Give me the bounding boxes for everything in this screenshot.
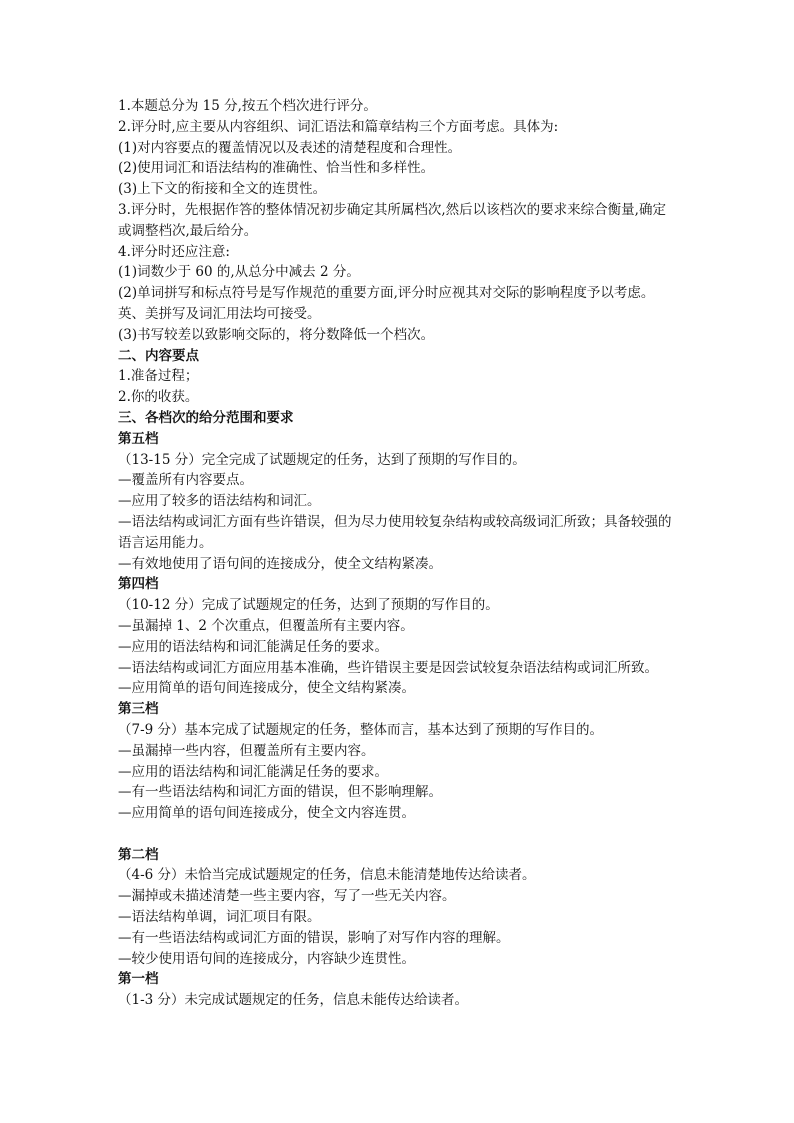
- content-point-1: 1.准备过程；: [118, 368, 199, 385]
- level-5-title: 第五档: [118, 430, 159, 447]
- intro-line-5: (3)上下文的衔接和全文的连贯性。: [118, 181, 327, 198]
- level-5-desc: （13-15 分）完全完成了试题规定的任务，达到了预期的写作目的。: [118, 451, 526, 468]
- intro-line-4: (2)使用词汇和语法结构的准确性、恰当性和多样性。: [118, 160, 435, 177]
- level-2-desc: （4-6 分）未恰当完成试题规定的任务，信息未能清楚地传达给读者。: [118, 867, 536, 884]
- level-2-item-4: —较少使用语句间的连接成分，内容缺少连贯性。: [118, 950, 415, 967]
- level-4-item-4: —应用简单的语句间连接成分，使全文结构紧凑。: [118, 680, 415, 697]
- level-2-item-1: —漏掉或未描述清楚一些主要内容，写了一些无关内容。: [118, 888, 456, 905]
- section-3-title: 三、各档次的给分范围和要求: [118, 409, 294, 426]
- level-4-item-2: —应用的语法结构和词汇能满足任务的要求。: [118, 638, 388, 655]
- level-4-title: 第四档: [118, 576, 159, 593]
- intro-line-1: 1.本题总分为 15 分,按五个档次进行评分。: [118, 98, 377, 114]
- level-3-desc: （7-9 分）基本完成了试题规定的任务，整体而言，基本达到了预期的写作目的。: [118, 721, 604, 738]
- level-3-item-4: —应用简单的语句间连接成分，使全文内容连贯。: [118, 805, 415, 822]
- level-4-item-1: —虽漏掉 1、2 个次重点，但覆盖所有主要内容。: [118, 617, 414, 634]
- level-5-item-2: —应用了较多的语法结构和词汇。: [118, 493, 321, 510]
- section-2-title: 二、内容要点: [118, 347, 199, 364]
- level-4-desc: （10-12 分）完成了试题规定的任务，达到了预期的写作目的。: [118, 597, 499, 614]
- level-3-item-2: —应用的语法结构和词汇能满足任务的要求。: [118, 763, 388, 780]
- level-3-item-3: —有一些语法结构和词汇方面的错误，但不影响理解。: [118, 784, 442, 801]
- intro-line-6: 3.评分时，先根据作答的整体情况初步确定其所属档次,然后以该档次的要求来综合衡量,确定或调整档次,最后给分。: [118, 201, 666, 239]
- intro-line-3: (1)对内容要点的覆盖情况以及表述的清楚程度和合理性。: [118, 139, 462, 156]
- level-5-item-1: —覆盖所有内容要点。: [118, 472, 253, 489]
- content-point-2: 2.你的收获。: [118, 389, 199, 406]
- level-4-item-3: —语法结构或词汇方面应用基本准确，些许错误主要是因尝试较复杂语法结构或词汇所致。: [118, 659, 658, 676]
- intro-line-10: 英、美拼写及词汇用法均可接受。: [118, 305, 321, 322]
- level-1-title: 第一档: [118, 971, 159, 988]
- level-1-desc: （1-3 分）未完成试题规定的任务，信息未能传达给读者。: [118, 992, 469, 1009]
- level-2-item-2: —语法结构单调，词汇项目有限。: [118, 909, 321, 926]
- level-5-item-3: —语法结构或词汇方面有些许错误，但为尽力使用较复杂结构或较高级词汇所致；具备较强的语言运用能力。: [118, 513, 672, 551]
- intro-line-11: (3)书写较差以致影响交际的，将分数降低一个档次。: [118, 326, 435, 343]
- level-3-title: 第三档: [118, 701, 159, 718]
- scoring-guide: [118, 96, 678, 1011]
- level-5-item-4: —有效地使用了语句间的连接成分，使全文结构紧凑。: [118, 555, 442, 572]
- level-2-item-3: —有一些语法结构或词汇方面的错误，影响了对写作内容的理解。: [118, 929, 510, 946]
- intro-line-8: (1)词数少于 60 的,从总分中减去 2 分。: [118, 264, 360, 281]
- level-2-title: 第二档: [118, 846, 159, 863]
- intro-line-9: (2)单词拼写和标点符号是写作规范的重要方面,评分时应视其对交际的影响程度予以考虑。: [118, 285, 655, 302]
- level-3-item-1: —虽漏掉一些内容，但覆盖所有主要内容。: [118, 742, 375, 759]
- intro-line-7: 4.评分时还应注意:: [118, 243, 230, 260]
- intro-line-2: 2.评分时,应主要从内容组织、词汇语法和篇章结构三个方面考虑。具体为:: [118, 118, 559, 135]
- blank-line: [118, 824, 678, 845]
